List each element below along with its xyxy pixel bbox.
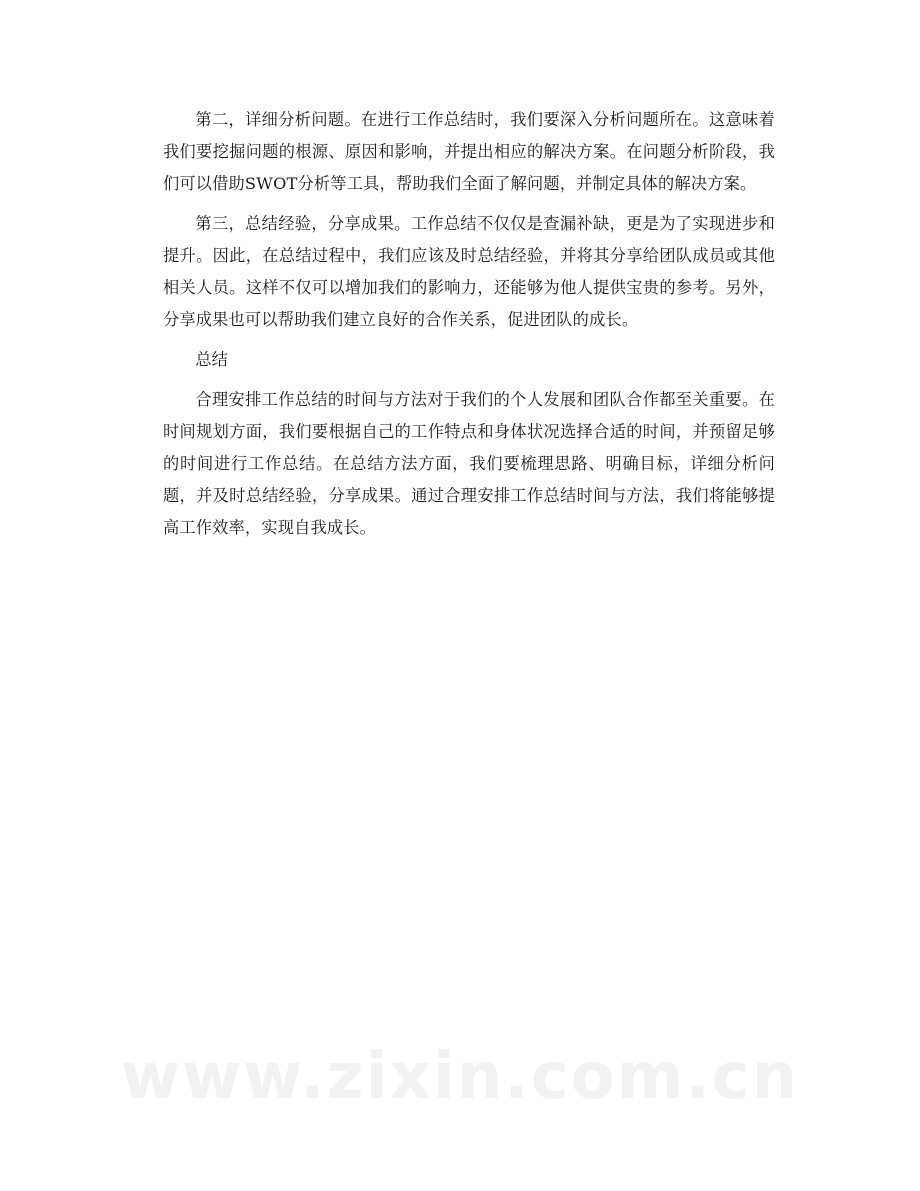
paragraph-experience: 第三，总结经验，分享成果。工作总结不仅仅是查漏补缺，更是为了实现进步和提升。因此，在总结过程中，我们应该及时总结经验，并将其分享给团队成员或其他相关人员。这样不仅可以增加我们的影响力，还能够为他人提供宝贵的参考。另外，分享成果也可以帮助我们建立良好的合作关系，促进团队的成长。 — [163, 214, 775, 329]
paragraph-conclusion: 合理安排工作总结的时间与方法对于我们的个人发展和团队合作都至关重要。在时间规划方面，我们要根据自己的工作特点和身体状况选择合适的时间，并预留足够的时间进行工作总结。在总结方法方面，我们要梳理思路、明确目标，详细分析问题，并及时总结经验，分享成果。通过合理安排工作总结时间与方法，我们将能够提高工作效率，实现自我成长。 — [163, 390, 775, 537]
paragraph-analysis: 第二，详细分析问题。在进行工作总结时，我们要深入分析问题所在。这意味着我们要挖掘问题的根源、原因和影响，并提出相应的解决方案。在问题分析阶段，我们可以借助SWOT分析等工具，帮助我们全面了解问题，并制定具体的解决方案。 — [163, 110, 775, 193]
document-body — [163, 104, 775, 544]
watermark: www.zixin.com.cn — [120, 1040, 800, 1114]
section-heading: 总结 — [195, 350, 228, 369]
